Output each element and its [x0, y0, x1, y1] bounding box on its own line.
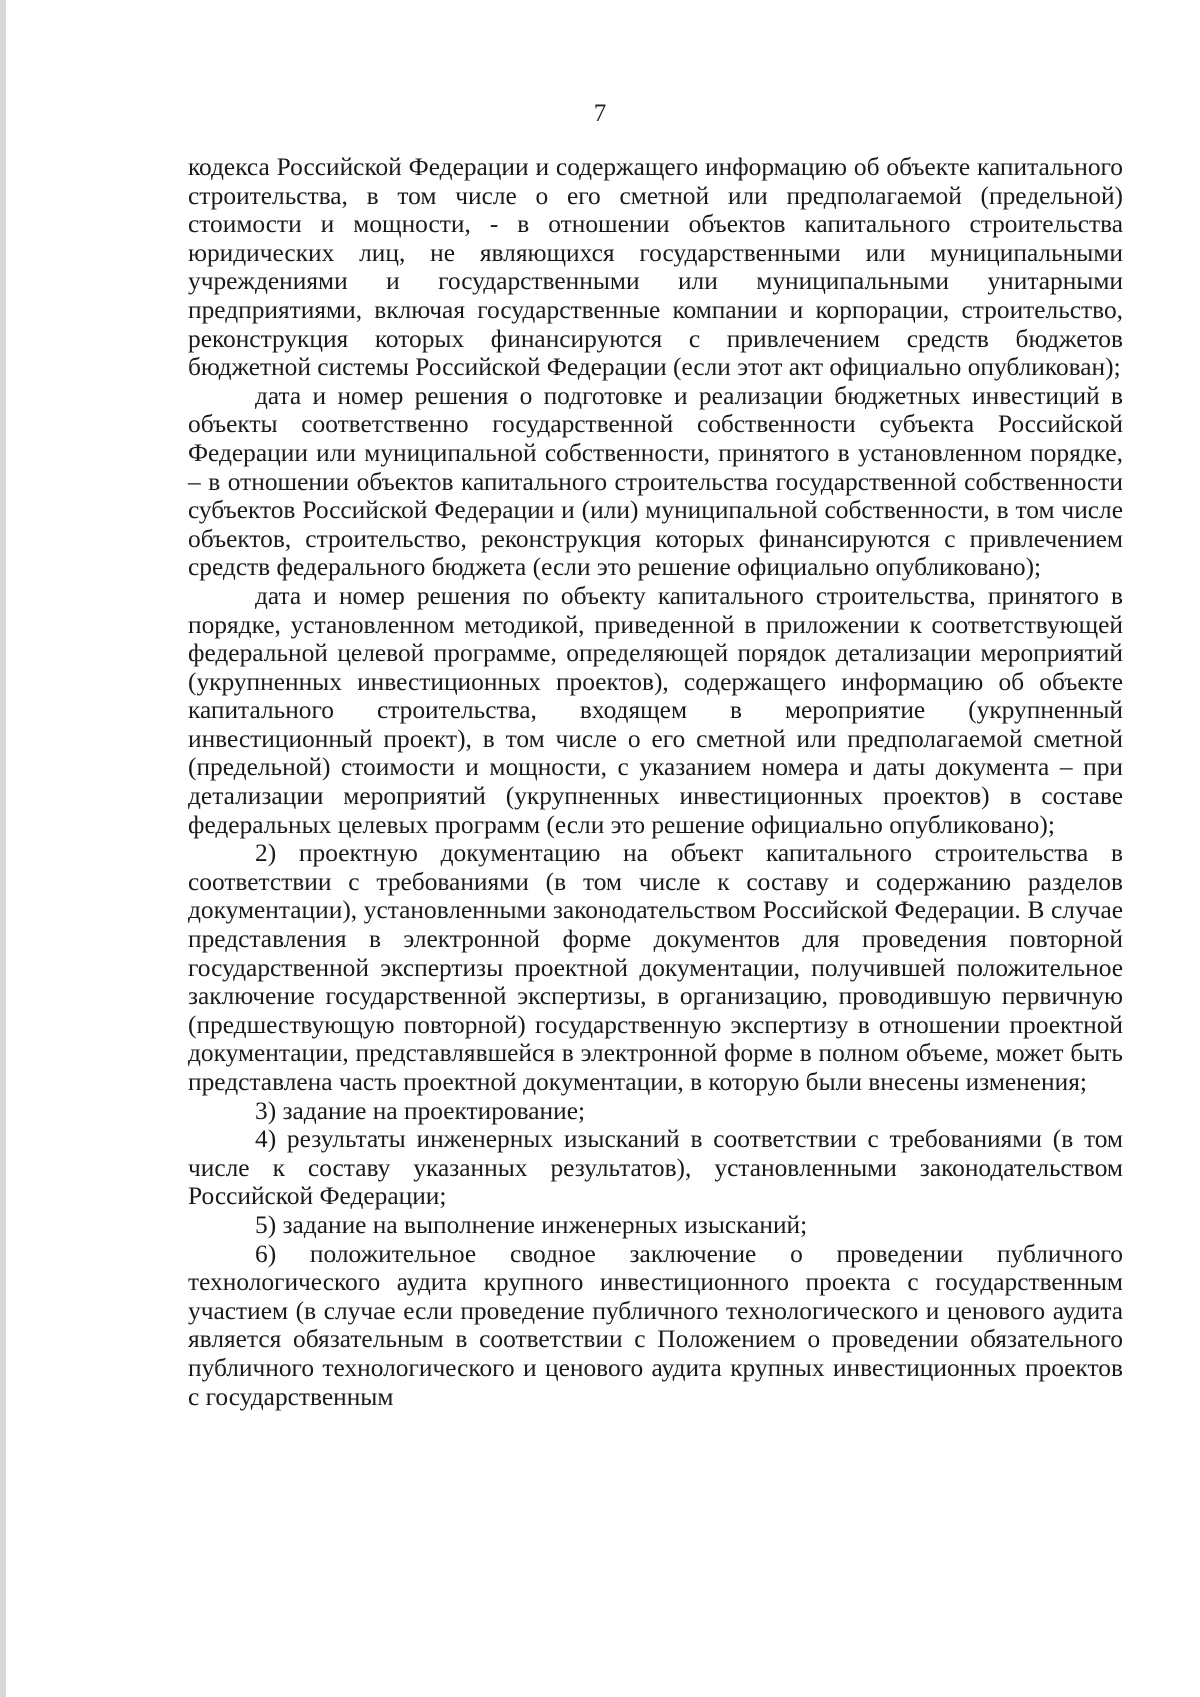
paragraph-decision-budget-investments: дата и номер решения о подготовке и реализации бюджетных инвестиций в объекты соответственно государственной собственности субъекта Российской Федерации или муниципальной собственности, принятого в установленном порядке, – в отношении объектов капитального строительства государственной собственности субъектов Российской Федерации и (или) муниципальной собственности, в том числе объектов, строительство, реконструкция которых финансируются с привлечением средств федерального бюджета (если это решение официально опубликовано);: [188, 381, 1123, 582]
paragraph-decision-federal-program: дата и номер решения по объекту капитального строительства, принятого в порядке, установленном методикой, приведенной в приложении к соответствующей федеральной целевой программе, определяющей порядок детализации мероприятий (укрупненных инвестиционных проектов), содержащего информацию об объекте капитального строительства, входящем в мероприятие (укрупненный инвестиционный проект), в том числе о его сметной или предполагаемой сметной (предельной) стоимости и мощности, с указанием номера и даты документа – при детализации мероприятий (укрупненных инвестиционных проектов) в составе федеральных целевых программ (если это решение официально опубликовано);: [188, 581, 1123, 839]
paragraph-item-3-design-assignment: 3) задание на проектирование;: [255, 1096, 586, 1125]
paragraph-item-2-project-documentation: 2) проектную документацию на объект капитального строительства в соответствии с требованиями (в том числе к составу и содержанию разделов документации), установленными законодательством Российской Федерации. В случае представления в электронной форме документов для проведения повторной государственной экспертизы проектной документации, получившей положительное заключение государственной экспертизы, в организацию, проводившую первичную (предшествующую повторной) государственную экспертизу в отношении проектной документации, представлявшейся в электронной форме в полном объеме, может быть представлена часть проектной документации, в которую были внесены изменения;: [188, 839, 1123, 1096]
document-body: [188, 153, 1123, 1411]
paragraph-item-6-audit-conclusion: 6) положительное сводное заключение о проведении публичного технологического аудита крупного инвестиционного проекта с государственным участием (в случае если проведение публичного технологического и ценового аудита является обязательным в соответствии с Положением о проведении обязательного публичного технологического и ценового аудита крупных инвестиционных проектов с государственным: [188, 1239, 1123, 1411]
page-number: 7: [593, 100, 607, 127]
paragraph-continuation: кодекса Российской Федерации и содержащего информацию об объекте капитального строительства, в том числе о его сметной или предполагаемой (предельной) стоимости и мощности, - в отношении объектов капитального строительства юридических лиц, не являющихся государственными или муниципальными учреждениями и государственными или муниципальными унитарными предприятиями, включая государственные компании и корпорации, строительство, реконструкция которых финансируются с привлечением средств бюджетов бюджетной системы Российской Федерации (если этот акт официально опубликован);: [188, 153, 1123, 382]
paragraph-item-5-survey-assignment: 5) задание на выполнение инженерных изысканий;: [255, 1210, 808, 1239]
page-left-edge: [0, 0, 6, 1697]
paragraph-item-4-survey-results: 4) результаты инженерных изысканий в соответствии с требованиями (в том числе к составу указанных результатов), установленными законодательством Российской Федерации;: [188, 1125, 1123, 1211]
